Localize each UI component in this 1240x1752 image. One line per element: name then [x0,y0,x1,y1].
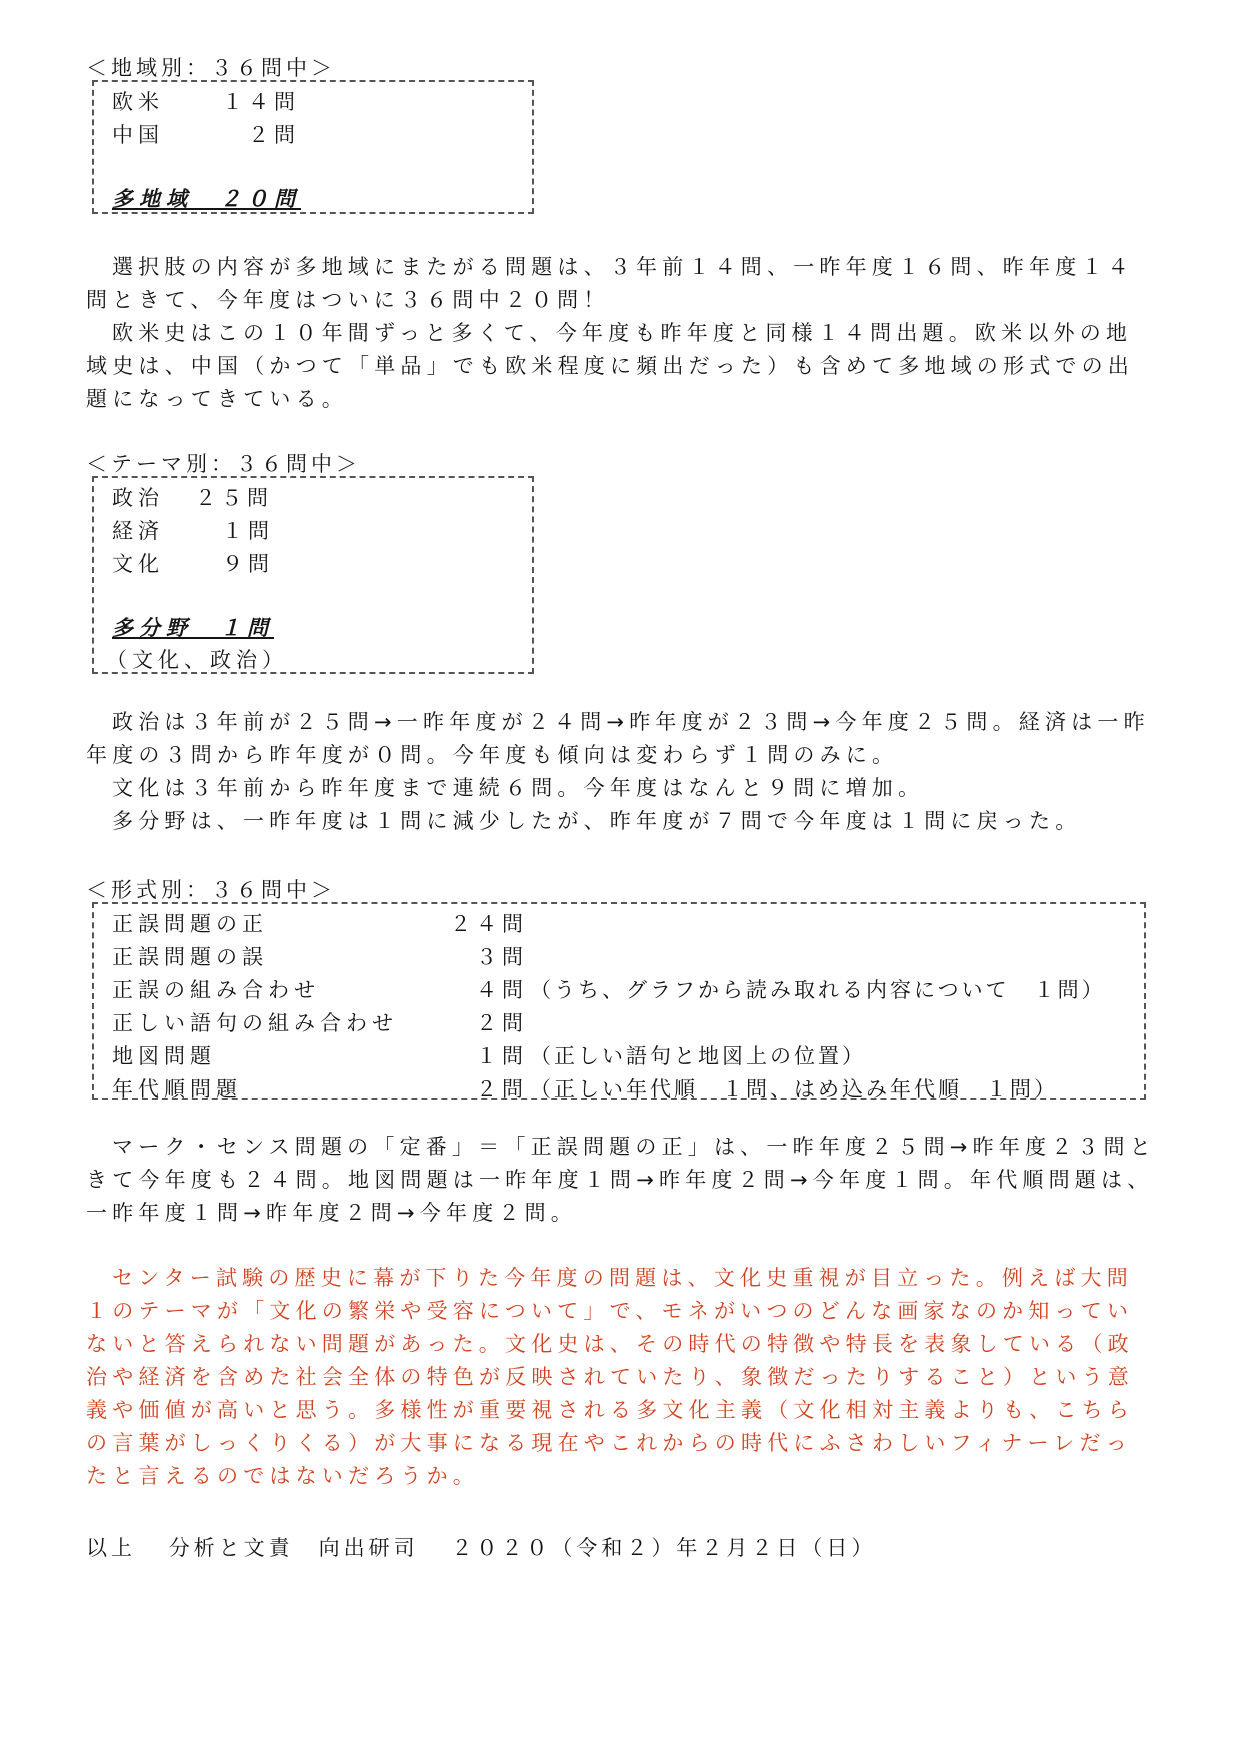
format-row [112,974,1106,1004]
format-row [112,1007,528,1037]
format-row [112,1040,866,1070]
format-label: 地図問題 [112,1044,216,1068]
region-row-china [112,119,300,149]
footer-date: ２０２０（令和２）年２月２日（日） [451,1536,877,1560]
theme-row-politics [112,482,273,512]
theme-label: 文化 [112,552,164,576]
format-value: ２４問 [450,912,528,936]
region-text-1: 選択肢の内容が多地域にまたがる問題は、３年前１４問、一昨年度１６問、昨年度１４問ときて、今年度はついに３６問中２０問！ [86,255,1134,312]
region-label: 中国 [112,123,164,147]
format-value: ３問 [476,945,528,969]
theme-note: （文化、政治） [106,648,288,672]
region-value: １４問 [222,90,300,114]
theme-box [92,476,534,674]
region-heading: ＜地域別：３６問中＞ [86,56,336,80]
theme-value: ２５問 [195,486,273,510]
conclusion-paragraph [86,1262,1158,1493]
footer [86,1532,898,1562]
theme-row-culture [112,548,274,578]
region-text-2: 欧米史はこの１０年間ずっと多くて、今年度も昨年度と同様１４問出題。欧米以外の地域史は、中国（かつて「単品」でも欧米程度に頻出だった）も含めて多地域の形式での出題になってきている。 [86,321,1134,411]
format-note: （正しい年代順 １問、はめ込み年代順 １問） [530,1077,1058,1101]
format-label: 正誤の組み合わせ [112,978,320,1002]
region-multi: 多地域 ２０問 [112,187,301,211]
theme-row-economy [112,515,274,545]
footer-author: 分析と文責 向出研司 [168,1536,419,1560]
theme-multi: 多分野 １問 [112,616,274,640]
region-value: ２問 [248,123,300,147]
format-box [92,902,1146,1100]
format-value: ４問 [476,978,528,1002]
format-note: （うち、グラフから読み取れる内容について １問） [530,978,1106,1002]
format-text-1: マーク・センス問題の「定番」＝「正誤問題の正」は、一昨年度２５問→昨年度２３問ときて今年度も２４問。地図問題は一昨年度１問→昨年度２問→今年度１問。年代順問題は、一昨年度１問→昨年度２問→今年度２問。 [86,1135,1156,1225]
format-value: ２問 [476,1011,528,1035]
format-label: 正誤問題の正 [112,912,268,936]
format-note: （正しい語句と地図上の位置） [530,1044,866,1068]
theme-paragraph [86,706,1158,838]
theme-text-1: 政治は３年前が２５問→一昨年度が２４問→昨年度が２３問→今年度２５問。経済は一昨年度の３問から昨年度が０問。今年度も傾向は変わらず１問のみに。 [86,710,1150,767]
theme-text-3: 多分野は、一昨年度は１問に減少したが、昨年度が７問で今年度は１問に戻った。 [112,809,1082,833]
format-row [112,941,528,971]
theme-text-2: 文化は３年前から昨年度まで連続６問。今年度はなんと９問に増加。 [112,776,925,800]
theme-value: １問 [222,519,274,543]
format-value: ２問 [476,1077,528,1101]
format-row [112,908,528,938]
theme-heading: ＜テーマ別：３６問中＞ [86,452,361,476]
format-label: 正誤問題の誤 [112,945,268,969]
format-paragraph [86,1131,1158,1230]
format-value: １問 [476,1044,528,1068]
theme-label: 経済 [112,519,164,543]
format-label: 正しい語句の組み合わせ [112,1011,398,1035]
conclusion-text: センター試験の歴史に幕が下りた今年度の問題は、文化史重視が目立った。例えば大問１のテーマが「文化の繁栄や受容について」で、モネがいつのどんな画家なのか知っていないと答えられない問題があった。文化史は、その時代の特徴や特長を表象している（政治や経済を含めた社会全体の特色が反映されていたり、象徴だったりすること）という意義や価値が高いと思う。多様性が重要視される多文化主義（文化相対主義よりも、こちらの言葉がしっくりくる）が大事になる現在やこれからの時代にふさわしいフィナーレだったと言えるのではないだろうか。 [86,1266,1134,1488]
region-row-europe [112,86,300,116]
theme-label: 政治 [112,486,164,510]
format-row [112,1073,1058,1103]
footer-end: 以上 [86,1536,136,1560]
region-label: 欧米 [112,90,164,114]
region-box [92,80,534,214]
region-paragraph [86,251,1158,416]
theme-value: ９問 [222,552,274,576]
format-heading: ＜形式別：３６問中＞ [86,878,336,902]
format-label: 年代順問題 [112,1077,242,1101]
